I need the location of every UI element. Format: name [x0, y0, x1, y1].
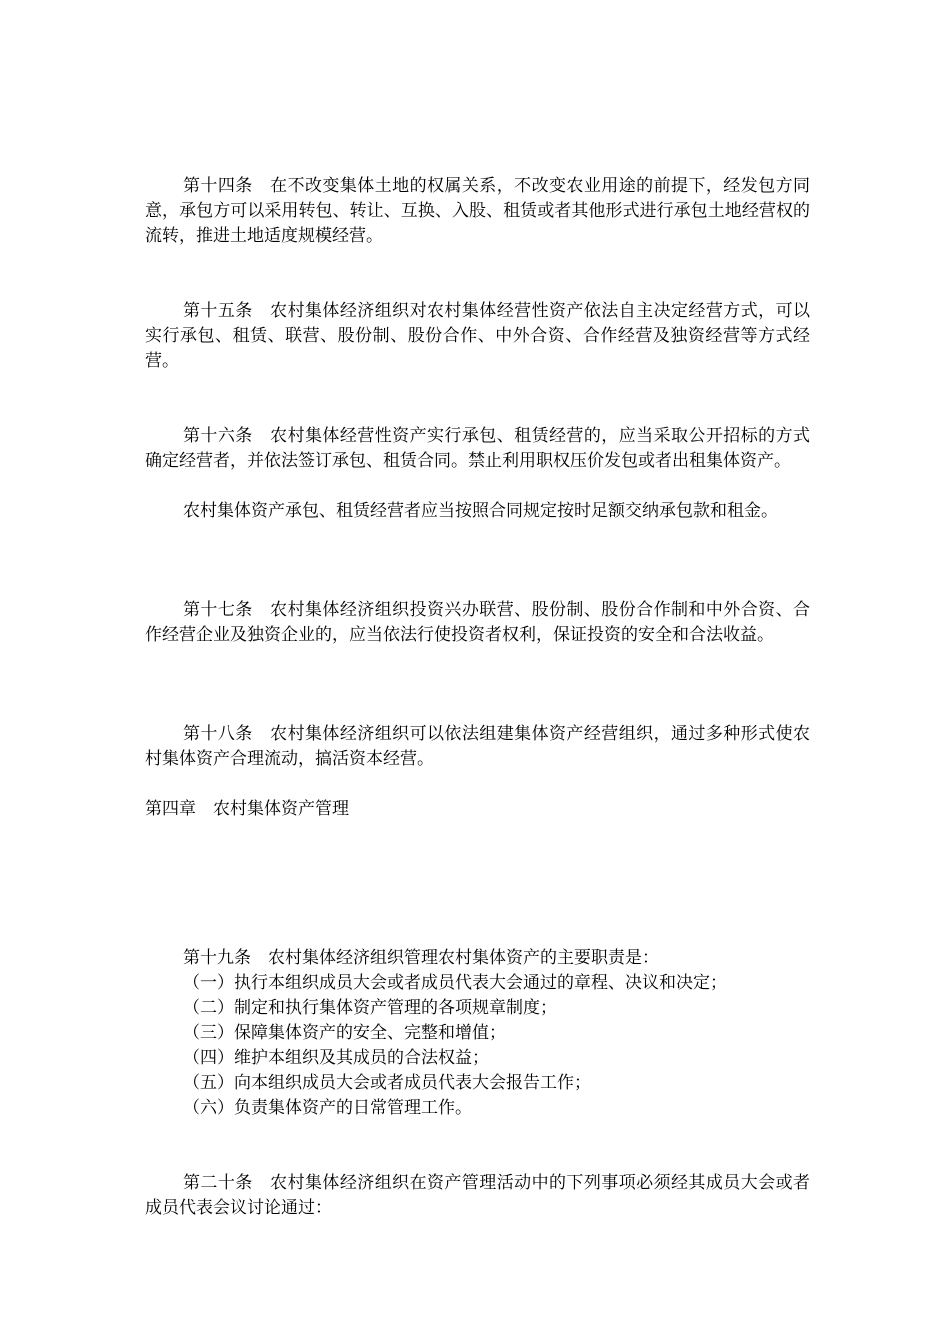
article-14: 第十四条 在不改变集体土地的权属关系，不改变农业用途的前提下，经发包方同意，承包方可以采用转包、转让、互换、入股、租赁或者其他形式进行承包土地经营权的流转，推进土地适度规模经营。: [145, 176, 810, 246]
article-19-intro: 第十九条 农村集体经济组织管理农村集体资产的主要职责是：: [183, 948, 659, 968]
article-19-item-3: （三）保障集体资产的安全、完整和增值；: [183, 1023, 506, 1043]
article-16-paragraph-1: 第十六条 农村集体经营性资产实行承包、租赁经营的，应当采取公开招标的方式确定经营者，并依法签订承包、租赁合同。禁止利用职权压价发包或者出租集体资产。: [145, 426, 810, 471]
article-19-item-1: （一）执行本组织成员大会或者成员代表大会通过的章程、决议和决定；: [183, 973, 727, 993]
article-19-item-6: （六）负责集体资产的日常管理工作。: [183, 1098, 472, 1118]
chapter-4-heading: 第四章 农村集体资产管理: [145, 799, 349, 819]
article-20: 第二十条 农村集体经济组织在资产管理活动中的下列事项必须经其成员大会或者成员代表会议讨论通过：: [145, 1173, 810, 1218]
article-15: 第十五条 农村集体经济组织对农村集体经营性资产依法自主决定经营方式，可以实行承包、租赁、联营、股份制、股份合作、中外合资、合作经营及独资经营等方式经营。: [145, 301, 810, 371]
article-16-paragraph-2: 农村集体资产承包、租赁经营者应当按照合同规定按时足额交纳承包款和租金。: [183, 501, 778, 521]
article-19-item-4: （四）维护本组织及其成员的合法权益；: [183, 1048, 489, 1068]
article-18: 第十八条 农村集体经济组织可以依法组建集体资产经营组织，通过多种形式使农村集体资产合理流动，搞活资本经营。: [145, 724, 810, 769]
article-17: 第十七条 农村集体经济组织投资兴办联营、股份制、股份合作制和中外合资、合作经营企业及独资企业的，应当依法行使投资者权利，保证投资的安全和合法收益。: [145, 600, 810, 645]
article-19-item-2: （二）制定和执行集体资产管理的各项规章制度；: [183, 998, 557, 1018]
article-19-item-5: （五）向本组织成员大会或者成员代表大会报告工作；: [183, 1073, 591, 1093]
